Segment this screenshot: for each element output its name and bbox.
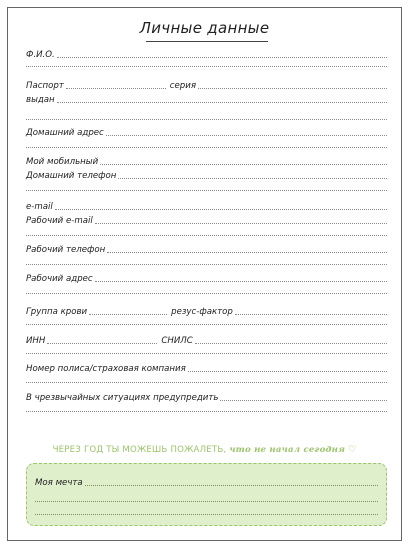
mobile-row[interactable] <box>26 153 387 167</box>
home-address-label: Домашний адрес <box>26 128 104 138</box>
issued-line-2[interactable] <box>26 119 387 120</box>
dream-row[interactable] <box>35 474 378 488</box>
fio-row[interactable] <box>26 46 387 60</box>
work-phone-row[interactable] <box>26 241 387 255</box>
work-address-line-2[interactable] <box>26 293 387 294</box>
policy-line-2[interactable] <box>26 382 387 383</box>
work-email-row[interactable] <box>26 212 387 226</box>
inn-row[interactable] <box>26 332 387 346</box>
issued-label: выдан <box>26 95 55 105</box>
quote-part1: ЧЕРЕЗ ГОД ТЫ МОЖЕШЬ ПОЖАЛЕТЬ, <box>52 445 227 455</box>
work-address-label: Рабочий адрес <box>26 274 93 284</box>
work-phone-line-2[interactable] <box>26 264 387 265</box>
emergency-row[interactable] <box>26 389 387 403</box>
home-phone-line-2[interactable] <box>26 190 387 191</box>
issued-row[interactable] <box>26 91 387 105</box>
emergency-line-2[interactable] <box>26 411 387 412</box>
blood-group-line[interactable] <box>89 313 167 315</box>
snils-line[interactable] <box>195 342 387 344</box>
work-phone-line[interactable] <box>107 251 387 253</box>
home-phone-row[interactable] <box>26 167 387 181</box>
home-phone-label: Домашний телефон <box>26 171 117 181</box>
home-address-row[interactable] <box>26 124 387 138</box>
rhesus-label: резус-фактор <box>171 307 233 317</box>
email-label: e-mail <box>26 202 53 212</box>
page-title: Личные данные <box>139 19 270 37</box>
blood-group-row[interactable] <box>26 303 387 317</box>
passport-line[interactable] <box>66 87 166 89</box>
rhesus-line[interactable] <box>235 313 387 315</box>
inn-label: ИНН <box>26 336 46 346</box>
blood-group-label: Группа крови <box>26 307 88 317</box>
dream-line-2[interactable] <box>35 501 378 502</box>
dream-label: Моя мечта <box>35 478 83 488</box>
work-phone-label: Рабочий телефон <box>26 245 106 255</box>
emergency-label: В чрезвычайных ситуациях предупредить <box>26 393 219 403</box>
personal-data-page <box>7 7 402 541</box>
mobile-line[interactable] <box>100 163 387 165</box>
inn-line[interactable] <box>47 342 157 344</box>
email-line[interactable] <box>55 208 387 210</box>
inn-line-2[interactable] <box>26 353 387 354</box>
fio-label: Ф.И.О. <box>26 50 55 60</box>
work-address-line[interactable] <box>95 280 387 282</box>
home-address-line[interactable] <box>106 134 387 136</box>
series-label: серия <box>169 81 197 91</box>
policy-row[interactable] <box>26 360 387 374</box>
work-email-label: Рабочий e-mail <box>26 216 93 226</box>
policy-line[interactable] <box>188 370 387 372</box>
dream-line-3[interactable] <box>35 514 378 515</box>
series-line[interactable] <box>198 87 387 89</box>
dream-line[interactable] <box>85 484 378 486</box>
mobile-label: Мой мобильный <box>26 157 99 167</box>
fio-line[interactable] <box>57 56 387 58</box>
home-address-line-2[interactable] <box>26 147 387 148</box>
motivation-quote <box>8 445 401 455</box>
home-phone-line[interactable] <box>118 177 387 179</box>
snils-label: СНИЛС <box>161 336 193 346</box>
blood-group-line-2[interactable] <box>26 324 387 325</box>
title-underline <box>146 41 268 42</box>
issued-line[interactable] <box>57 101 387 103</box>
passport-label: Паспорт <box>26 81 64 91</box>
fio-line-2[interactable] <box>26 66 387 67</box>
email-row[interactable] <box>26 198 387 212</box>
work-address-row[interactable] <box>26 270 387 284</box>
work-email-line[interactable] <box>95 222 387 224</box>
emergency-line[interactable] <box>220 399 387 401</box>
dream-box <box>26 463 387 526</box>
heart-icon: ♡ <box>348 445 357 455</box>
quote-part2: что не начал сегодня <box>229 445 346 455</box>
policy-label: Номер полиса/страховая компания <box>26 364 186 374</box>
work-email-line-2[interactable] <box>26 235 387 236</box>
passport-row[interactable] <box>26 77 387 91</box>
